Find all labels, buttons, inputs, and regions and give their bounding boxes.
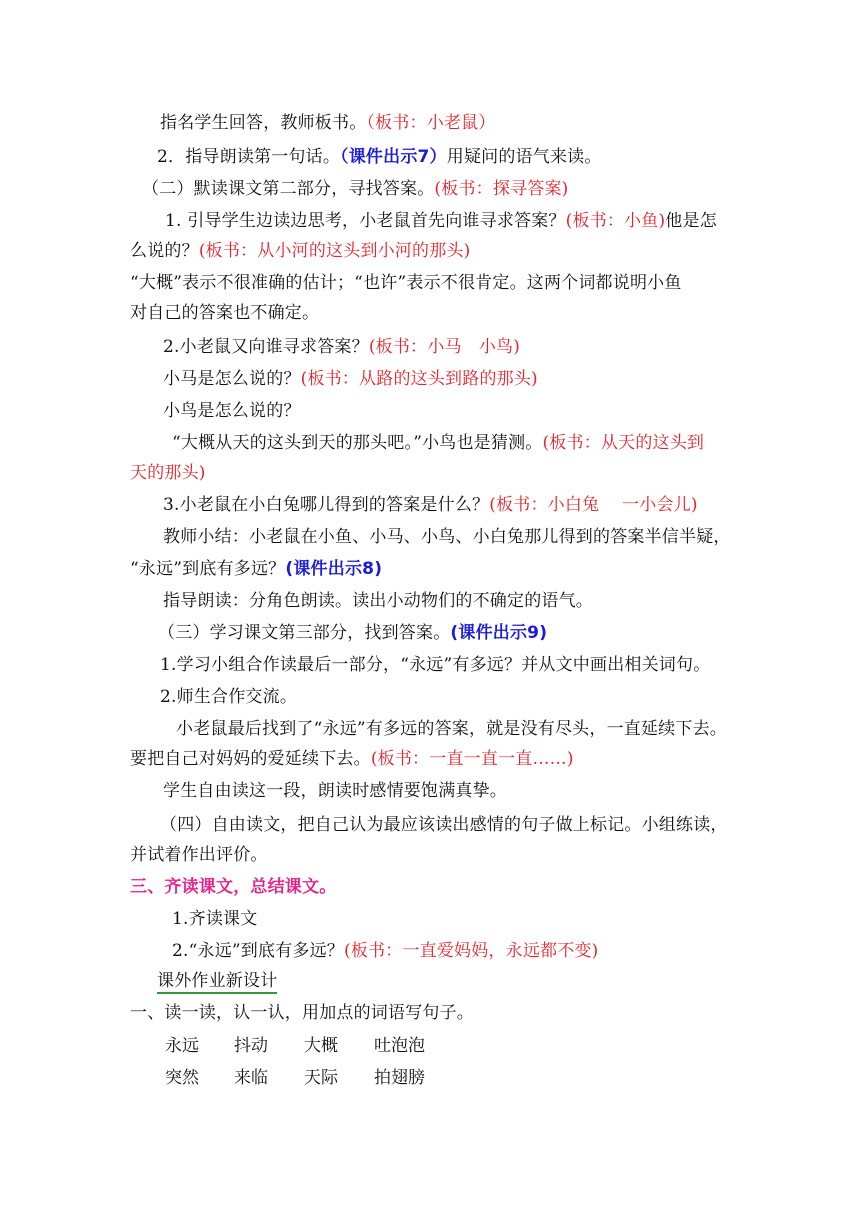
board-note: (板书：一直爱妈妈，永远都不变) — [344, 941, 599, 961]
text-line — [130, 272, 682, 294]
homework-title — [157, 970, 277, 992]
line-text: 并试着作出评价。 — [130, 845, 268, 865]
text-line — [176, 718, 727, 740]
vocab-word: 来临 — [234, 1068, 268, 1088]
text-line — [160, 654, 710, 676]
text-line — [163, 400, 301, 422]
text-line — [163, 368, 538, 390]
heading-text: 三、齐读课文，总结课文。 — [130, 877, 337, 897]
line-text: 要把自己对妈妈的爱延续下去。 — [130, 749, 371, 769]
text-line — [130, 844, 268, 866]
text-line — [163, 494, 698, 516]
vocab-word: 抖动 — [234, 1036, 268, 1056]
line-text: 他是怎 — [665, 211, 717, 231]
exercise-instruction — [130, 1002, 474, 1024]
line-text: 天的那头) — [130, 463, 206, 483]
board-note: (板书：从天的这头到 — [542, 433, 705, 453]
board-note — [130, 462, 206, 484]
vocab-word: 天际 — [304, 1068, 338, 1088]
text-line — [172, 432, 704, 454]
line-text: 一、读一读，认一认，用加点的词语写句子。 — [130, 1003, 474, 1023]
line-text: 2．指导朗读第一句话。 — [157, 147, 341, 167]
board-note: (板书：一直一直一直……) — [370, 749, 574, 769]
vocab-word: 拍翅膀 — [374, 1068, 425, 1088]
board-note: (板书：探寻答案) — [434, 179, 569, 199]
line-text: （四）自由读文，把自己认为最应该读出感情的句子做上标记。小组练读， — [160, 815, 728, 835]
board-note: (板书：小鱼) — [565, 211, 666, 231]
text-line — [163, 780, 507, 802]
board-note: （板书：小老鼠） — [366, 113, 496, 133]
line-text: 对自己的答案也不确定。 — [130, 303, 320, 323]
section-heading — [142, 178, 568, 200]
line-text: 1.齐读课文 — [172, 909, 258, 929]
courseware-note: (课件出示9) — [450, 623, 548, 643]
text-line — [172, 908, 257, 930]
line-text: “永远”到底有多远？ — [130, 559, 286, 579]
line-text: 指名学生回答，教师板书。 — [160, 113, 367, 133]
courseware-note: (课件出示8) — [285, 559, 383, 579]
text-line — [130, 748, 574, 770]
section-heading — [160, 814, 728, 836]
line-text: 1.学习小组合作读最后一部分，“永远”有多远？并从文中画出相关词句。 — [160, 655, 711, 675]
vocab-word: 大概 — [304, 1036, 338, 1056]
text-line — [172, 940, 598, 962]
text-line — [157, 146, 602, 168]
line-text: 1. 引导学生边读边思考，小老鼠首先向谁寻求答案？ — [165, 211, 566, 231]
line-text: 小马是怎么说的？ — [163, 369, 301, 389]
text-line — [163, 336, 520, 358]
text-line — [130, 240, 470, 262]
line-text: 2.“永远”到底有多远？ — [172, 941, 345, 961]
text-line — [163, 590, 593, 612]
line-text: 2.小老鼠又向谁寻求答案？ — [163, 337, 369, 357]
line-text: 么说的？ — [130, 241, 199, 261]
line-text: 用疑问的语气来读。 — [446, 147, 602, 167]
board-note: (板书：小白兔 一小会儿) — [489, 495, 698, 515]
line-text: 教师小结：小老鼠在小鱼、小马、小鸟、小白兔那儿得到的答案半信半疑， — [163, 527, 731, 547]
section-heading — [158, 622, 547, 644]
line-text: “大概”表示不很准确的估计；“也许”表示不很肯定。这两个词都说明小鱼 — [130, 273, 682, 293]
line-text: 学生自由读这一段，朗读时感情要饱满真挚。 — [163, 781, 507, 801]
line-text: 小鸟是怎么说的？ — [163, 401, 301, 421]
board-note: (板书：小马 小鸟) — [368, 337, 521, 357]
courseware-note: （课件出示7） — [340, 147, 447, 167]
vocab-word: 突然 — [165, 1068, 199, 1088]
line-text: 2.师生合作交流。 — [160, 687, 298, 707]
homework-title-text: 课外作业新设计 — [157, 971, 277, 994]
board-note: (板书：从小河的这头到小河的那头) — [198, 241, 471, 261]
line-text: 3.小老鼠在小白兔哪儿得到的答案是什么？ — [163, 495, 490, 515]
text-line — [160, 686, 297, 708]
section-heading — [130, 876, 336, 898]
line-text: 指导朗读：分角色朗读。读出小动物们的不确定的语气。 — [163, 591, 593, 611]
text-line — [130, 558, 382, 580]
line-text: 小老鼠最后找到了“永远”有多远的答案，就是没有尽头，一直延续下去。 — [176, 719, 727, 739]
line-text: （二）默读课文第二部分，寻找答案。 — [142, 179, 435, 199]
text-line — [130, 302, 319, 324]
text-line — [165, 210, 717, 232]
vocab-word: 永远 — [165, 1036, 199, 1056]
board-note: (板书：从路的这头到路的那头) — [300, 369, 538, 389]
text-line — [160, 112, 496, 134]
text-line — [163, 526, 731, 548]
line-text: （三）学习课文第三部分，找到答案。 — [158, 623, 451, 643]
vocab-word: 吐泡泡 — [374, 1036, 425, 1056]
line-text: “大概从天的这头到天的那头吧。”小鸟也是猜测。 — [172, 433, 543, 453]
